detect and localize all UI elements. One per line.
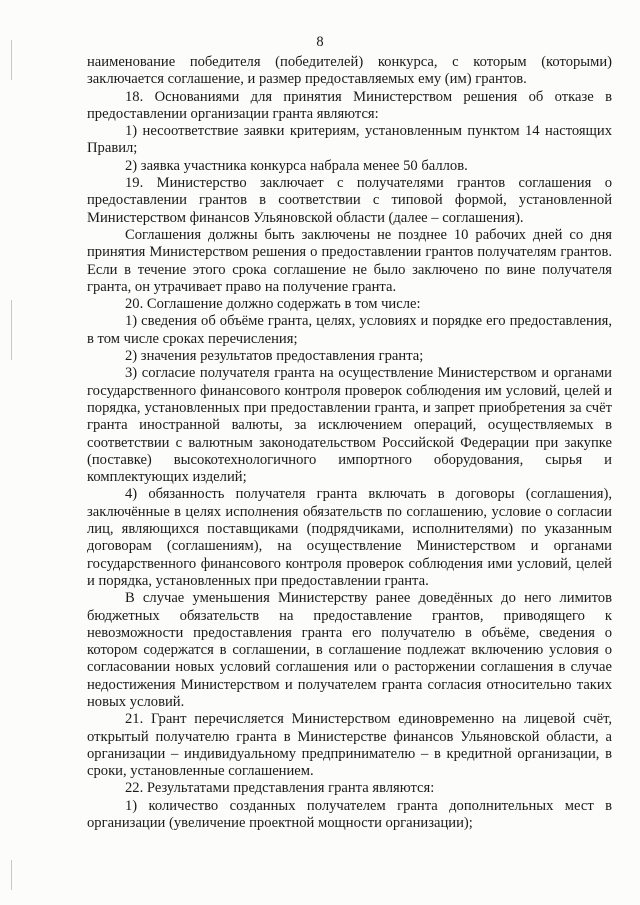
paragraph-19-deadline: Соглашения должны быть заключены не позднее 10 рабочих дней со дня принятия Министерством решения о предоставлении грантов получателям грантов. Если в течение этого срока соглашение не было заключено по вине получателя гранта, он утрачивает право на получение гранта. (87, 226, 612, 295)
document-body (87, 54, 612, 832)
page-number: 8 (316, 34, 324, 50)
paragraph-19: 19. Министерство заключает с получателями грантов соглашения о предоставлении грантов в соответствии с типовой формой, установленной Министерством финансов Ульяновской области (далее – соглашения). (87, 175, 612, 226)
paragraph-21: 21. Грант перечисляется Министерством единовременно на лицевой счёт, открытый получателю гранта в Министерстве финансов Ульяновской области, а организации – индивидуальному предпринимателю – в кредитной организации, в сроки, установленные соглашением. (87, 711, 612, 780)
scan-edge-mark (11, 300, 12, 360)
paragraph-continuation: наименование победителя (победителей) конкурса, с которым (которыми) заключается соглашение, и размер предоставляемых ему (им) грантов. (87, 54, 612, 88)
paragraph-limits-reduction: В случае уменьшения Министерству ранее доведённых до него лимитов бюджетных обязательств на предоставление грантов, приводящего к невозможности предоставления гранта его получателю в объёме, сведения о котором содержатся в соглашении, в соглашение подлежат включению условия о согласовании новых условий соглашения или о расторжении соглашения в случае недостижения Министерством и получателем гранта согласия относительно таких новых условий. (87, 590, 612, 710)
paragraph-18-item-2: 2) заявка участника конкурса набрала менее 50 баллов. (125, 157, 468, 174)
paragraph-18-item-1: 1) несоответствие заявки критериям, установленным пунктом 14 настоящих Правил; (87, 123, 612, 157)
paragraph-20-item-3: 3) согласие получателя гранта на осуществление Министерством и органами государственного финансового контроля проверок соблюдения им условий, целей и порядка, установленных при предоставлении гранта, и запрет приобретения за счёт гранта иностранной валюты, за исключением операций, осуществляемых в соответствии с валютным законодательством Российской Федерации при закупке (поставке) высокотехнологичного импортного оборудования, сырья и комплектующих изделий; (87, 365, 612, 486)
paragraph-20: 20. Соглашение должно содержать в том числе: (125, 296, 421, 313)
paragraph-22: 22. Результатами представления гранта являются: (125, 780, 435, 797)
paragraph-18: 18. Основаниями для принятия Министерством решения об отказе в предоставлении организации гранта являются: (87, 88, 612, 122)
paragraph-20-item-1: 1) сведения об объёме гранта, целях, условиях и порядке его предоставления, в том числе сроках перечисления; (87, 313, 612, 347)
scan-edge-mark (11, 40, 12, 80)
paragraph-20-item-4: 4) обязанность получателя гранта включать в договоры (соглашения), заключённые в целях исполнения обязательств по соглашению, условие о согласии лиц, являющихся поставщиками (подрядчиками, исполнителями) по указанным договорам (соглашениям), на осуществление Министерством и органами государственного финансового контроля проверок соблюдения ими условий, целей и порядка, установленных при предоставлении гранта. (87, 486, 612, 589)
paragraph-20-item-2: 2) значения результатов предоставления гранта; (125, 348, 424, 365)
scan-edge-mark (11, 860, 12, 890)
paragraph-22-item-1: 1) количество созданных получателем гранта дополнительных мест в организации (увеличение проектной мощности организации); (87, 797, 612, 832)
